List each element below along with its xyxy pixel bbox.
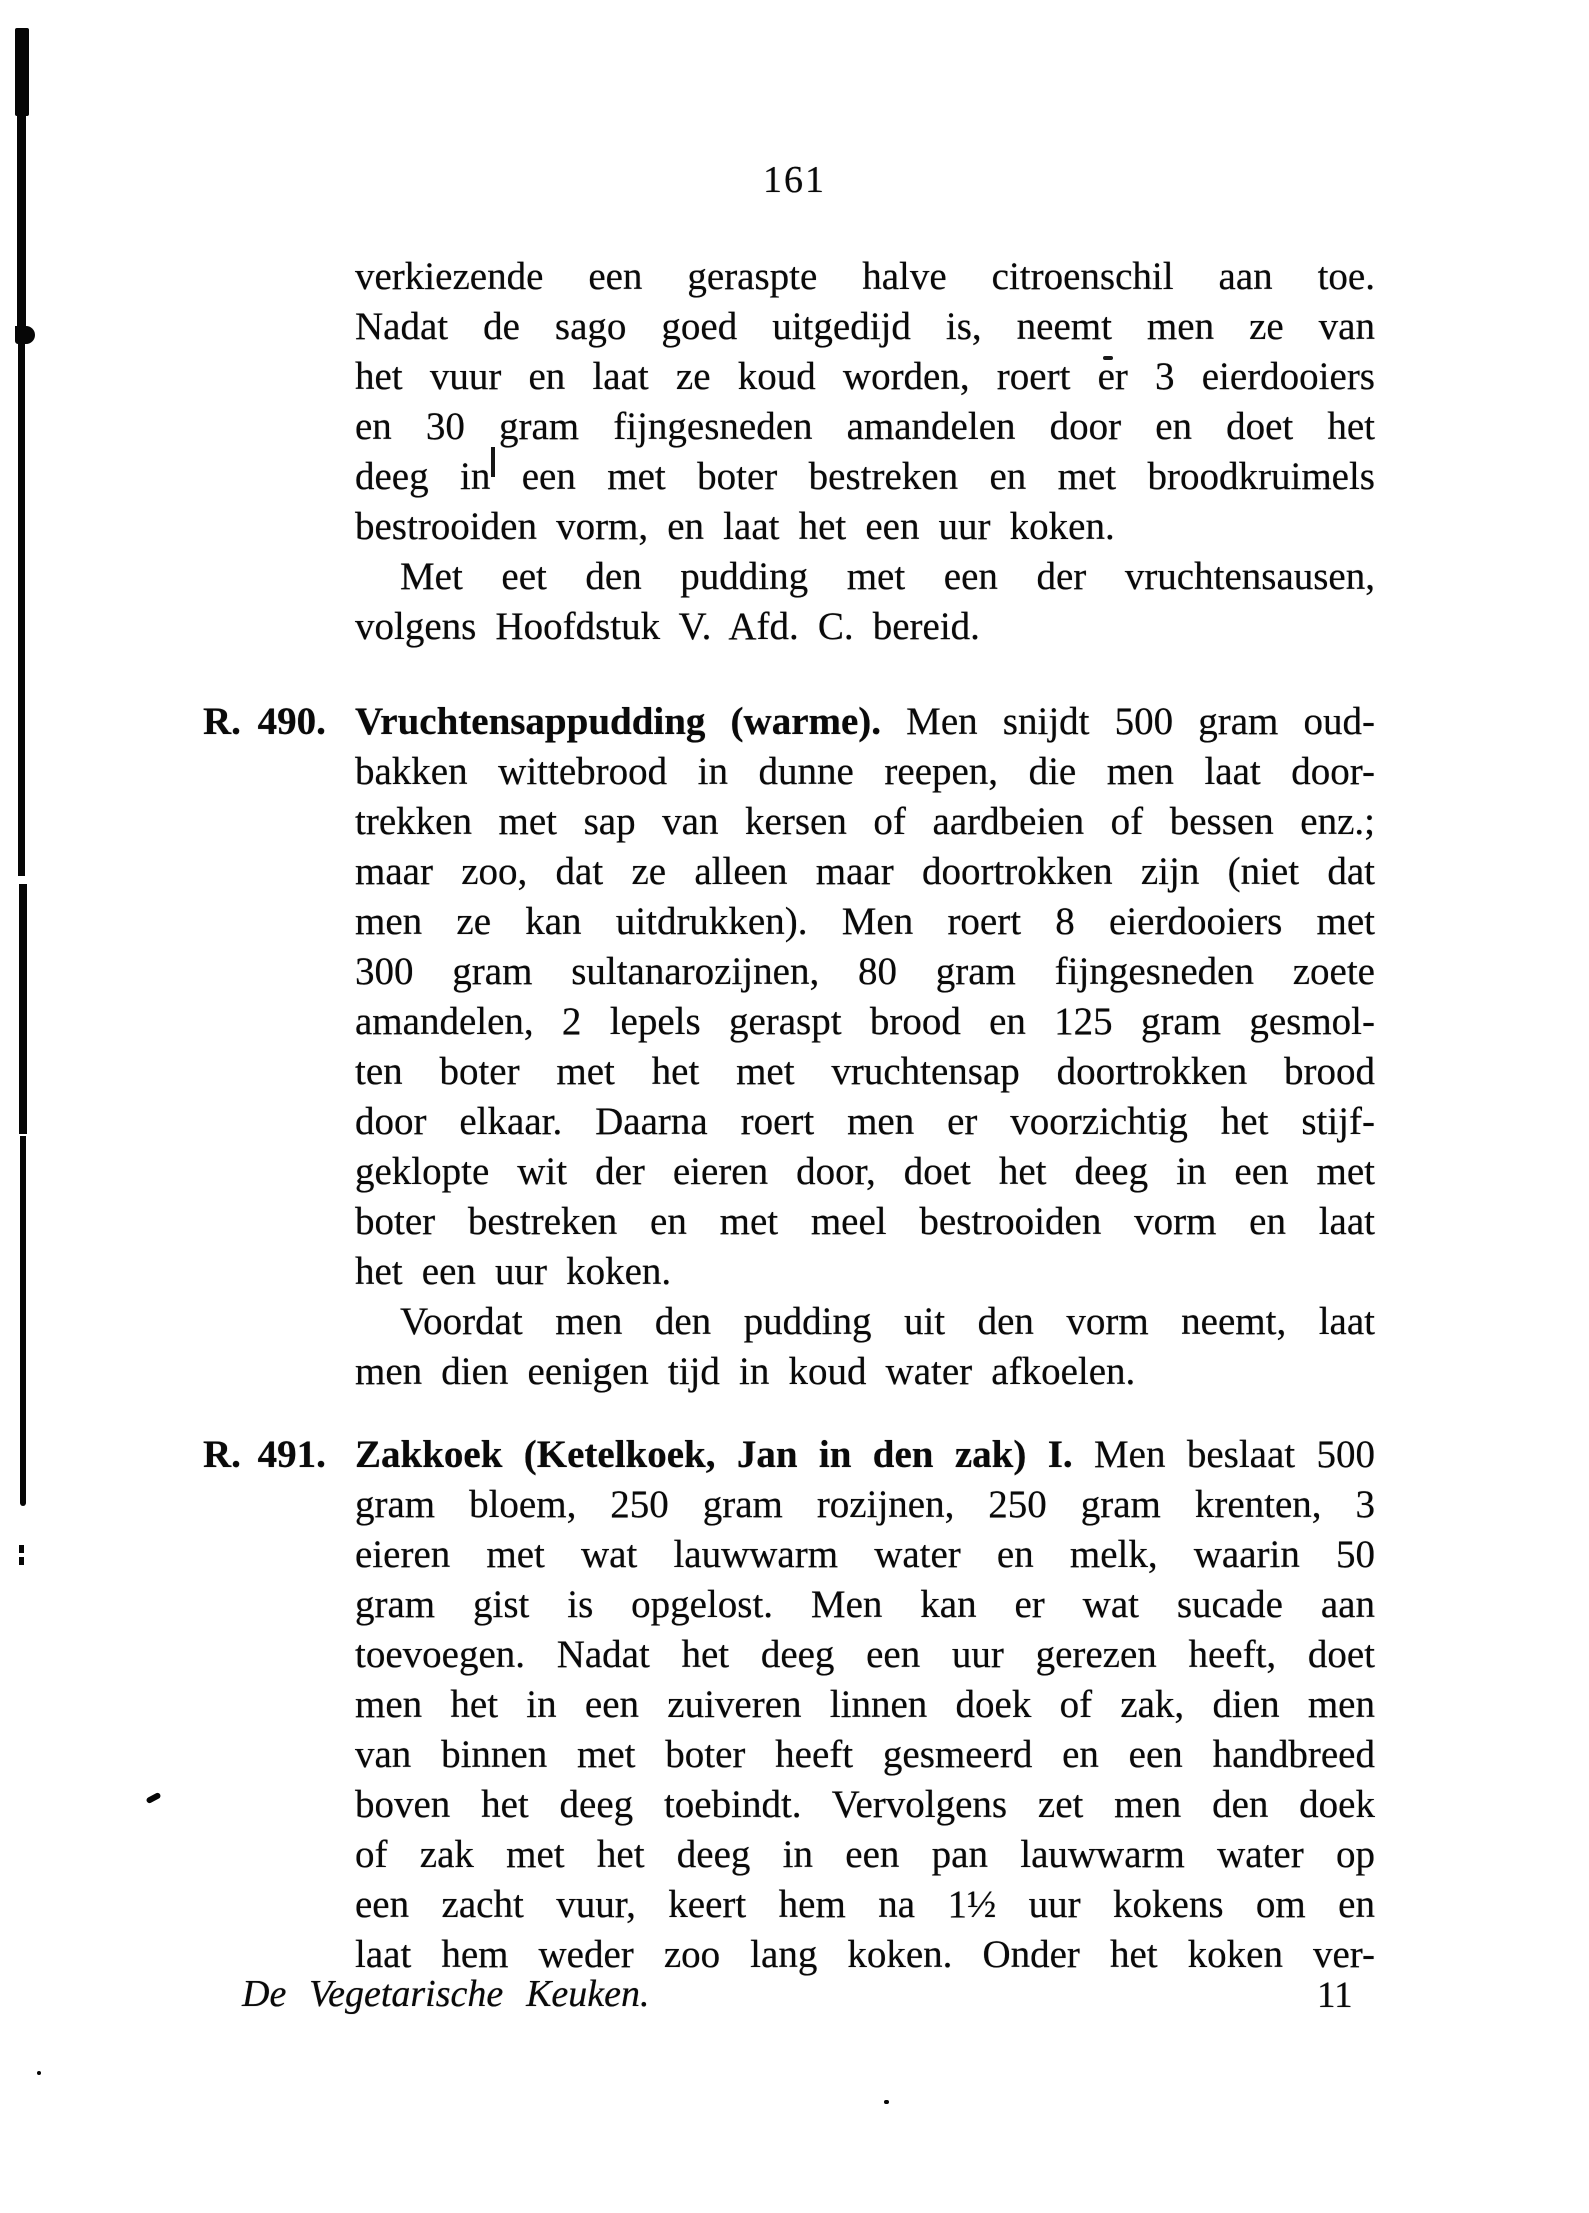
text-line: door elkaar. Daarna roert men er voorzichtig het stijf- bbox=[355, 1100, 1375, 1143]
binding-bar-artifact bbox=[17, 114, 26, 332]
binding-bar-artifact bbox=[19, 884, 27, 1134]
text-line: volgens Hoofdstuk V. Afd. C. bereid. bbox=[355, 605, 980, 648]
recipe-number: R. 491. bbox=[203, 1433, 326, 1476]
para-continuation bbox=[355, 252, 1375, 552]
text-line: laat hem weder zoo lang koken. Onder het koken ver- bbox=[355, 1933, 1375, 1976]
footer-page-indicator: 11 bbox=[1317, 1975, 1353, 2016]
text-line: boven het deeg toebindt. Vervolgens zet men den doek bbox=[355, 1783, 1375, 1826]
text-line: ten boter met het met vruchtensap doortrokken brood bbox=[355, 1050, 1375, 1093]
binding-bar-artifact bbox=[18, 344, 25, 876]
text-line: gram gist is opgelost. Men kan er wat sucade aan bbox=[355, 1583, 1375, 1626]
ink-speck bbox=[145, 1792, 161, 1804]
para-serving-note bbox=[355, 552, 1375, 652]
text-line: men het in een zuiveren linnen doek of zak, dien men bbox=[355, 1683, 1375, 1726]
para-unmould-note bbox=[355, 1297, 1375, 1397]
ink-speck bbox=[19, 1545, 24, 1553]
text-line: van binnen met boter heeft gesmeerd en een handbreed bbox=[355, 1733, 1375, 1776]
ink-speck bbox=[37, 2071, 41, 2075]
text-line: men dien eenigen tijd in koud water afkoelen. bbox=[355, 1350, 1136, 1393]
text-line: geklopte wit der eieren door, doet het deeg in een met bbox=[355, 1150, 1375, 1193]
text-line: boter bestreken en met meel bestrooiden vorm en laat bbox=[355, 1200, 1375, 1243]
ink-speck bbox=[19, 1557, 24, 1565]
text-line: en 30 gram fijngesneden amandelen door en doet het bbox=[355, 405, 1375, 448]
text-line: bestrooiden vorm, en laat het een uur koken. bbox=[355, 505, 1115, 548]
text-line: Nadat de sago goed uitgedijd is, neemt men ze van bbox=[355, 305, 1375, 348]
recipe-490 bbox=[203, 697, 1376, 1297]
footer-book-title: De Vegetarische Keuken. bbox=[242, 1973, 650, 2015]
text-line: men ze kan uitdrukken). Men roert 8 eierdooiers met bbox=[355, 900, 1375, 943]
recipe-title: Vruchtensappudding (warme). bbox=[355, 700, 882, 743]
text-line: of zak met het deeg in een pan lauwwarm water op bbox=[355, 1833, 1375, 1876]
text-line: toevoegen. Nadat het deeg een uur gerezen heeft, doet bbox=[355, 1633, 1375, 1676]
text-line: eieren met wat lauwwarm water en melk, waarin 50 bbox=[355, 1533, 1375, 1576]
text-line: Met eet den pudding met een der vruchtensausen, bbox=[400, 555, 1375, 598]
text-line: bakken wittebrood in dunne reepen, die men laat door- bbox=[355, 750, 1375, 793]
ink-speck bbox=[884, 2100, 889, 2104]
text-line: een zacht vuur, keert hem na 1½ uur kokens om en bbox=[355, 1883, 1375, 1926]
text-line: het vuur en laat ze koud worden, roert er 3 eierdooiers bbox=[355, 355, 1375, 398]
text-line: maar zoo, dat ze alleen maar doortrokken zijn (niet dat bbox=[355, 850, 1375, 893]
recipe-number: R. 490. bbox=[203, 700, 326, 743]
binding-bar-artifact bbox=[15, 326, 35, 344]
text-line: Zakkoek (Ketelkoek, Jan in den zak) I. Men beslaat 500 bbox=[355, 1433, 1376, 1476]
binding-bar-artifact bbox=[20, 1136, 26, 1506]
text-line: deeg in een met boter bestreken en met broodkruimels bbox=[355, 455, 1375, 498]
recipe-title: Zakkoek (Ketelkoek, Jan in den zak) I. bbox=[355, 1433, 1073, 1476]
recipe-491 bbox=[203, 1430, 1376, 1980]
text-line: verkiezende een geraspte halve citroenschil aan toe. bbox=[355, 255, 1375, 298]
text-line: Voordat men den pudding uit den vorm neemt, laat bbox=[400, 1300, 1375, 1343]
text-line: 300 gram sultanarozijnen, 80 gram fijngesneden zoete bbox=[355, 950, 1375, 993]
text-line: Vruchtensappudding (warme). Men snijdt 500 gram oud- bbox=[355, 700, 1376, 743]
text-line: gram bloem, 250 gram rozijnen, 250 gram krenten, 3 bbox=[355, 1483, 1375, 1526]
text-line: het een uur koken. bbox=[355, 1250, 672, 1293]
text-line: trekken met sap van kersen of aardbeien of bessen enz.; bbox=[355, 800, 1375, 843]
text-line: amandelen, 2 lepels geraspt brood en 125 gram gesmol- bbox=[355, 1000, 1375, 1043]
binding-bar-artifact bbox=[15, 28, 29, 116]
page-number: 161 bbox=[763, 159, 826, 201]
